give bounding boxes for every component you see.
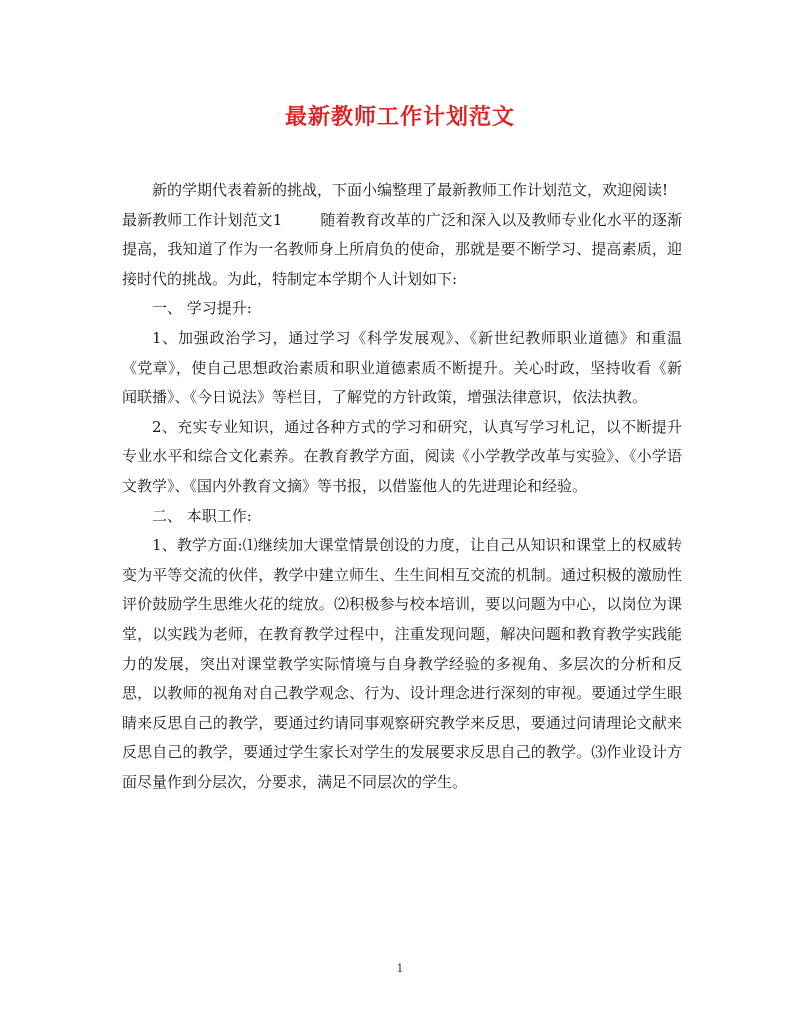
heading-study: 一、 学习提升:: [152, 299, 252, 318]
heading-duties: 二、 本职工作:: [152, 506, 252, 525]
paragraph-teaching: 1、教学方面:⑴继续加大课堂情景创设的力度，让自己从知识和课堂上的权威转变为平等交流的伙伴，教学中建立师生、生生间相互交流的机制。通过积极的激励性评价鼓励学生思维火花的绽放。⑵积极参与校本培训，要以问题为中心，以岗位为课堂，以实践为老师，在教育教学过程中，注重发现问题，解决问题和教育教学实践能力的发展，突出对课堂教学实际情境与自身教学经验的多视角、多层次的分析和反思，以教师的视角对自己教学观念、行为、设计理念进行深刻的审视。要通过学生眼睛来反思自己的教学，要通过约请同事观察研究教学来反思，要通过问请理论文献来反思自己的教学，要通过学生家长对学生的发展要求反思自己的教学。⑶作业设计方面尽量作到分层次，分要求，满足不同层次的学生。: [122, 536, 682, 791]
document-title: 最新教师工作计划范文: [284, 104, 515, 130]
section-text: 随着教育改革的广泛和深入以及教师专业化水平的逐渐提高，我知道了作为一名教师身上所肩负的使命，那就是要不断学习、提高素质，迎接时代的挑战。为此，特制定本学期个人计划如下:: [122, 210, 682, 288]
section-paragraph: [122, 206, 682, 295]
paragraph-political-study: 1、加强政治学习，通过学习《科学发展观》、《新世纪教师职业道德》和重温《党章》，使自己思想政治素质和职业道德素质不断提升。关心时政，坚持收看《新闻联播》、《今日说法》等栏目，了解党的方针政策，增强法律意识，依法执教。: [122, 328, 682, 407]
intro-paragraph: 新的学期代表着新的挑战，下面小编整理了最新教师工作计划范文，欢迎阅读!: [152, 181, 669, 199]
paragraph-professional-knowledge: 2、充实专业知识，通过各种方式的学习和研究，认真写学习札记，以不断提升专业水平和综合文化素养。在教育教学方面，阅读《小学教学改革与实验》、《小学语文教学》、《国内外教育文摘》等书报，以借鉴他人的先进理论和经验。: [122, 417, 682, 495]
section-label: 最新教师工作计划范文1: [122, 210, 283, 229]
document-body: [122, 176, 682, 797]
page-number: 1: [396, 962, 404, 975]
